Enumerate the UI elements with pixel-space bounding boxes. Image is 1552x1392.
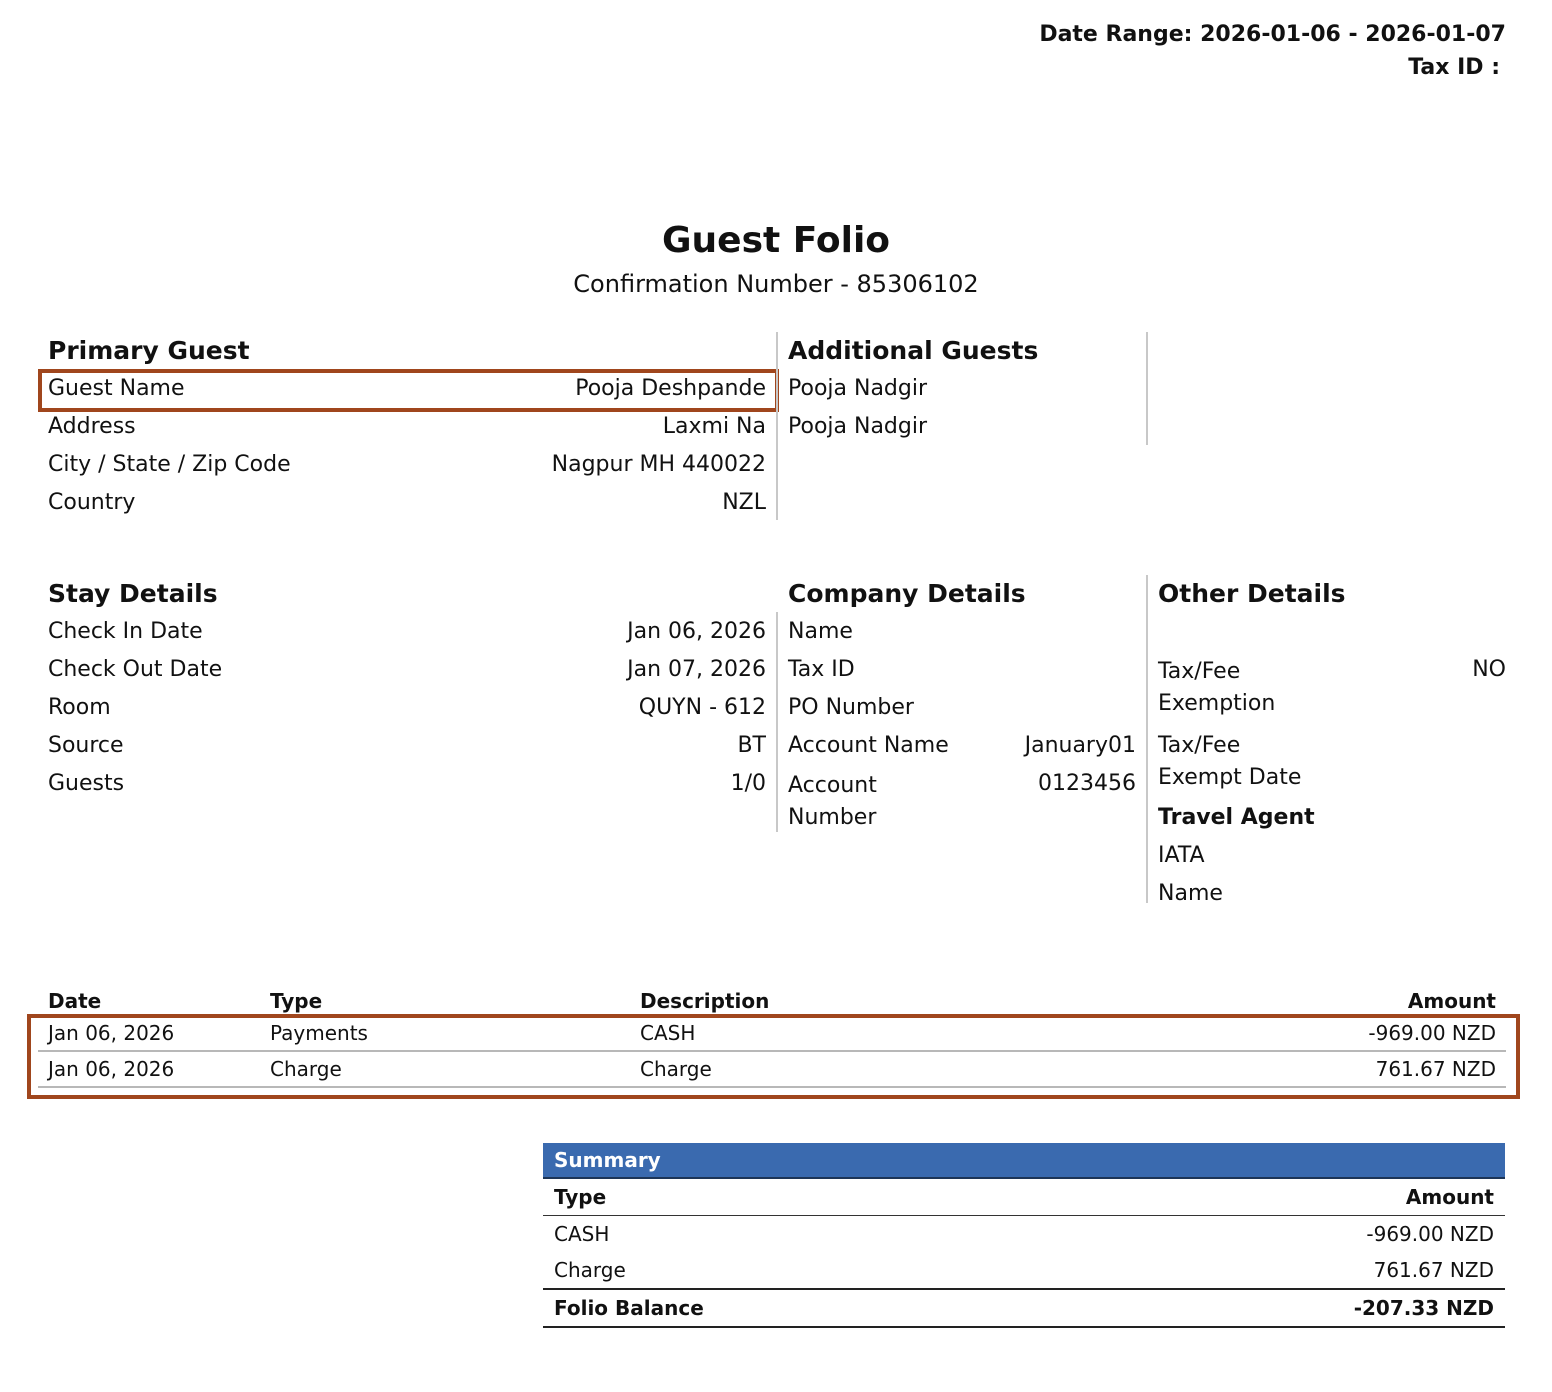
iata-label: IATA <box>1158 843 1205 868</box>
account-name-value: January01 <box>1024 733 1136 758</box>
city-value: Nagpur MH 440022 <box>551 452 766 477</box>
row-amount: -969.00 NZD <box>1071 1016 1506 1051</box>
source-value: BT <box>737 733 766 758</box>
guests-label: Guests <box>48 771 125 796</box>
tax-id-label: Tax ID : <box>1408 55 1500 80</box>
summary-type: CASH <box>554 1222 610 1246</box>
country-label: Country <box>48 490 136 515</box>
table-header-row <box>38 986 1506 1016</box>
source-label: Source <box>48 733 124 758</box>
additional-guest-name: Pooja Nadgir <box>788 376 928 401</box>
check-in-row <box>48 613 766 651</box>
tax-exempt-date-label: Tax/Fee Exempt Date <box>1158 733 1302 790</box>
check-out-label: Check Out Date <box>48 657 223 682</box>
additional-guests-section <box>788 332 1138 446</box>
folio-balance-label: Folio Balance <box>554 1296 704 1320</box>
row-description: Charge <box>630 1051 1071 1087</box>
summary-row <box>543 1216 1505 1252</box>
summary-title: Summary <box>543 1143 1505 1179</box>
row-description: CASH <box>630 1016 1071 1051</box>
row-date: Jan 06, 2026 <box>38 1016 260 1051</box>
account-name-row <box>788 727 1136 765</box>
address-row <box>48 408 766 446</box>
additional-guests-title: Additional Guests <box>788 336 1039 365</box>
check-in-value: Jan 06, 2026 <box>627 619 766 644</box>
folio-balance-row <box>543 1288 1505 1328</box>
check-out-row <box>48 651 766 689</box>
travel-agent-title: Travel Agent <box>1158 805 1315 830</box>
po-number-row <box>788 689 1136 727</box>
guest-name-label: Guest Name <box>48 376 185 401</box>
country-row <box>48 484 766 522</box>
divider <box>776 612 778 832</box>
address-label: Address <box>48 414 136 439</box>
row-amount: 761.67 NZD <box>1071 1051 1506 1087</box>
divider <box>1146 575 1148 903</box>
transactions-highlight <box>27 1014 1520 1099</box>
divider <box>1146 332 1148 445</box>
row-type: Charge <box>260 1051 630 1087</box>
date-range: Date Range: 2026-01-06 - 2026-01-07 <box>1039 22 1506 47</box>
source-row <box>48 727 766 765</box>
primary-guest-title: Primary Guest <box>48 336 250 365</box>
summary-row <box>543 1252 1505 1288</box>
summary-table <box>543 1143 1505 1328</box>
guest-name-highlight <box>38 369 779 412</box>
account-name-label: Account Name <box>788 733 949 758</box>
account-number-label: Account Number <box>788 773 877 830</box>
row-type: Payments <box>260 1016 630 1051</box>
check-out-value: Jan 07, 2026 <box>627 657 766 682</box>
page-title: Guest Folio <box>661 220 891 261</box>
po-number-label: PO Number <box>788 695 914 720</box>
summary-amount: -969.00 NZD <box>1366 1222 1494 1246</box>
city-label: City / State / Zip Code <box>48 452 291 477</box>
guest-name-value: Pooja Deshpande <box>575 376 766 401</box>
confirmation-number: Confirmation Number - 85306102 <box>573 270 979 298</box>
company-tax-id-label: Tax ID <box>788 657 855 682</box>
tax-exemption-row <box>1158 651 1506 725</box>
agent-name-label: Name <box>1158 881 1223 906</box>
folio-balance-value: -207.33 NZD <box>1353 1296 1494 1320</box>
description-header: Description <box>640 989 770 1013</box>
summary-header-row <box>543 1179 1505 1216</box>
company-details-section <box>788 575 1136 839</box>
tax-exempt-date-row <box>1158 725 1506 799</box>
company-details-title: Company Details <box>788 579 1026 608</box>
stay-details-section <box>48 575 766 803</box>
company-name-label: Name <box>788 619 853 644</box>
tax-exemption-label: Tax/Fee Exemption <box>1158 659 1276 716</box>
guests-row <box>48 765 766 803</box>
address-value: Laxmi Na <box>662 414 766 439</box>
company-tax-id-row <box>788 651 1136 689</box>
country-value: NZL <box>722 490 766 515</box>
primary-guest-section <box>48 332 766 522</box>
row-date: Jan 06, 2026 <box>38 1051 260 1087</box>
room-label: Room <box>48 695 111 720</box>
account-number-row <box>788 765 1136 839</box>
guests-value: 1/0 <box>730 771 766 796</box>
account-number-value: 0123456 <box>1038 771 1136 796</box>
check-in-label: Check In Date <box>48 619 203 644</box>
additional-guest-name: Pooja Nadgir <box>788 414 928 439</box>
date-header: Date <box>48 989 102 1013</box>
type-header: Type <box>270 989 323 1013</box>
company-name-row <box>788 613 1136 651</box>
summary-type: Charge <box>554 1258 626 1282</box>
other-details-section <box>1158 575 1506 913</box>
amount-header: Amount <box>1407 989 1496 1013</box>
room-value: QUYN - 612 <box>638 695 766 720</box>
summary-type-header: Type <box>554 1185 607 1209</box>
stay-details-title: Stay Details <box>48 579 218 608</box>
summary-amount-header: Amount <box>1405 1185 1494 1209</box>
room-row <box>48 689 766 727</box>
tax-exemption-value: NO <box>1472 657 1506 682</box>
city-row <box>48 446 766 484</box>
other-details-title: Other Details <box>1158 579 1346 608</box>
summary-amount: 761.67 NZD <box>1373 1258 1494 1282</box>
divider <box>776 332 778 520</box>
